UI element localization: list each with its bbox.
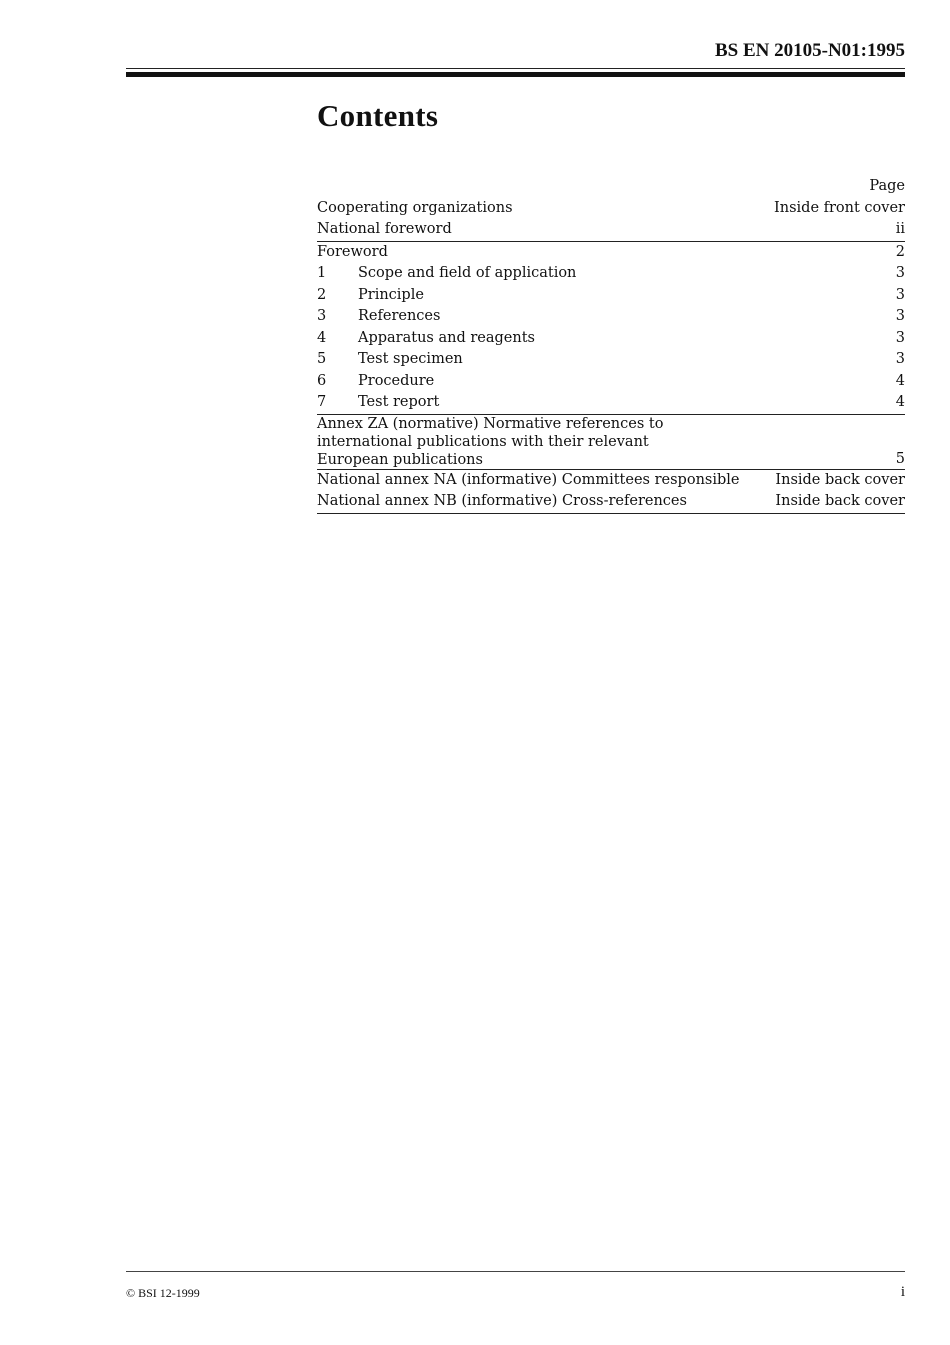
document-identifier: BS EN 20105-N01:1995: [714, 40, 905, 61]
clause-number: 6: [317, 372, 327, 389]
copyright-notice: © BSI 12-1999: [126, 1286, 200, 1300]
annex-line: European publications: [317, 451, 483, 468]
toc-entry-clause-7[interactable]: [317, 392, 905, 415]
clause-title: References: [358, 308, 441, 324]
toc-entry-page: ii: [895, 221, 905, 237]
clause-title: Principle: [358, 286, 424, 303]
toc-entry-clause-6[interactable]: [317, 371, 905, 393]
toc-entry-national-annex-na[interactable]: [317, 470, 905, 492]
toc-entry-text: National annex NB (informative) Cross-references: [317, 493, 687, 509]
clause-title: Test report: [358, 394, 440, 410]
toc-entry-page: 3: [895, 308, 905, 324]
toc-entry-clause-4[interactable]: [317, 328, 905, 350]
toc-entry-page: 3: [895, 265, 905, 281]
toc-entry-page: 2: [895, 243, 905, 260]
toc-entry-foreword[interactable]: [317, 242, 905, 264]
page-column-label: Page: [869, 178, 905, 194]
annex-line: Annex ZA (normative) Normative references to: [317, 415, 664, 432]
clause-number: 4: [317, 329, 327, 346]
toc-entry-national-annex-nb[interactable]: [317, 491, 905, 514]
toc-entry-text: Foreword: [317, 243, 388, 260]
footer-rule: [126, 1271, 905, 1272]
clause-title: Procedure: [358, 372, 435, 389]
toc-entry-text: National foreword: [317, 221, 452, 237]
toc-entry-page: 3: [895, 286, 905, 303]
toc-entry-page: 5: [895, 450, 905, 467]
toc-entry-clause-1[interactable]: [317, 263, 905, 285]
clause-number: 5: [317, 351, 327, 367]
toc-entry-text: National annex NA (informative) Committees responsible: [317, 471, 740, 488]
toc-entry-clause-2[interactable]: [317, 285, 905, 307]
clause-title: Scope and field of application: [358, 265, 577, 281]
page-title: Contents: [317, 98, 439, 133]
toc-entry-page: Inside back cover: [775, 493, 905, 509]
toc-entry-clause-5[interactable]: [317, 349, 905, 371]
toc-entry-cooperating-organizations[interactable]: [317, 198, 905, 220]
header-rule-thin: [126, 68, 905, 69]
page-number: i: [900, 1284, 905, 1300]
toc-page-column-header: [317, 176, 905, 198]
clause-number: 3: [317, 308, 327, 324]
annex-line: international publications with their relevant: [317, 433, 649, 450]
clause-title: Apparatus and reagents: [358, 329, 535, 346]
clause-title: Test specimen: [358, 351, 463, 367]
toc-entry-page: 4: [895, 372, 905, 389]
toc-entry-page: Inside back cover: [775, 471, 905, 488]
toc-entry-page: 3: [895, 351, 905, 367]
clause-number: 7: [317, 394, 327, 410]
toc-entry-page: 4: [895, 394, 905, 410]
toc-entry-national-foreword[interactable]: [317, 219, 905, 242]
toc-entry-text: Cooperating organizations: [317, 199, 513, 216]
toc-entry-page: Inside front cover: [774, 199, 905, 216]
toc-entry-annex-za[interactable]: [317, 415, 905, 470]
table-of-contents: [317, 176, 905, 514]
header-rule-thick: [126, 72, 905, 77]
toc-entry-clause-3[interactable]: [317, 306, 905, 328]
clause-number: 1: [317, 265, 327, 281]
toc-entry-page: 3: [895, 329, 905, 346]
clause-number: 2: [317, 286, 327, 303]
